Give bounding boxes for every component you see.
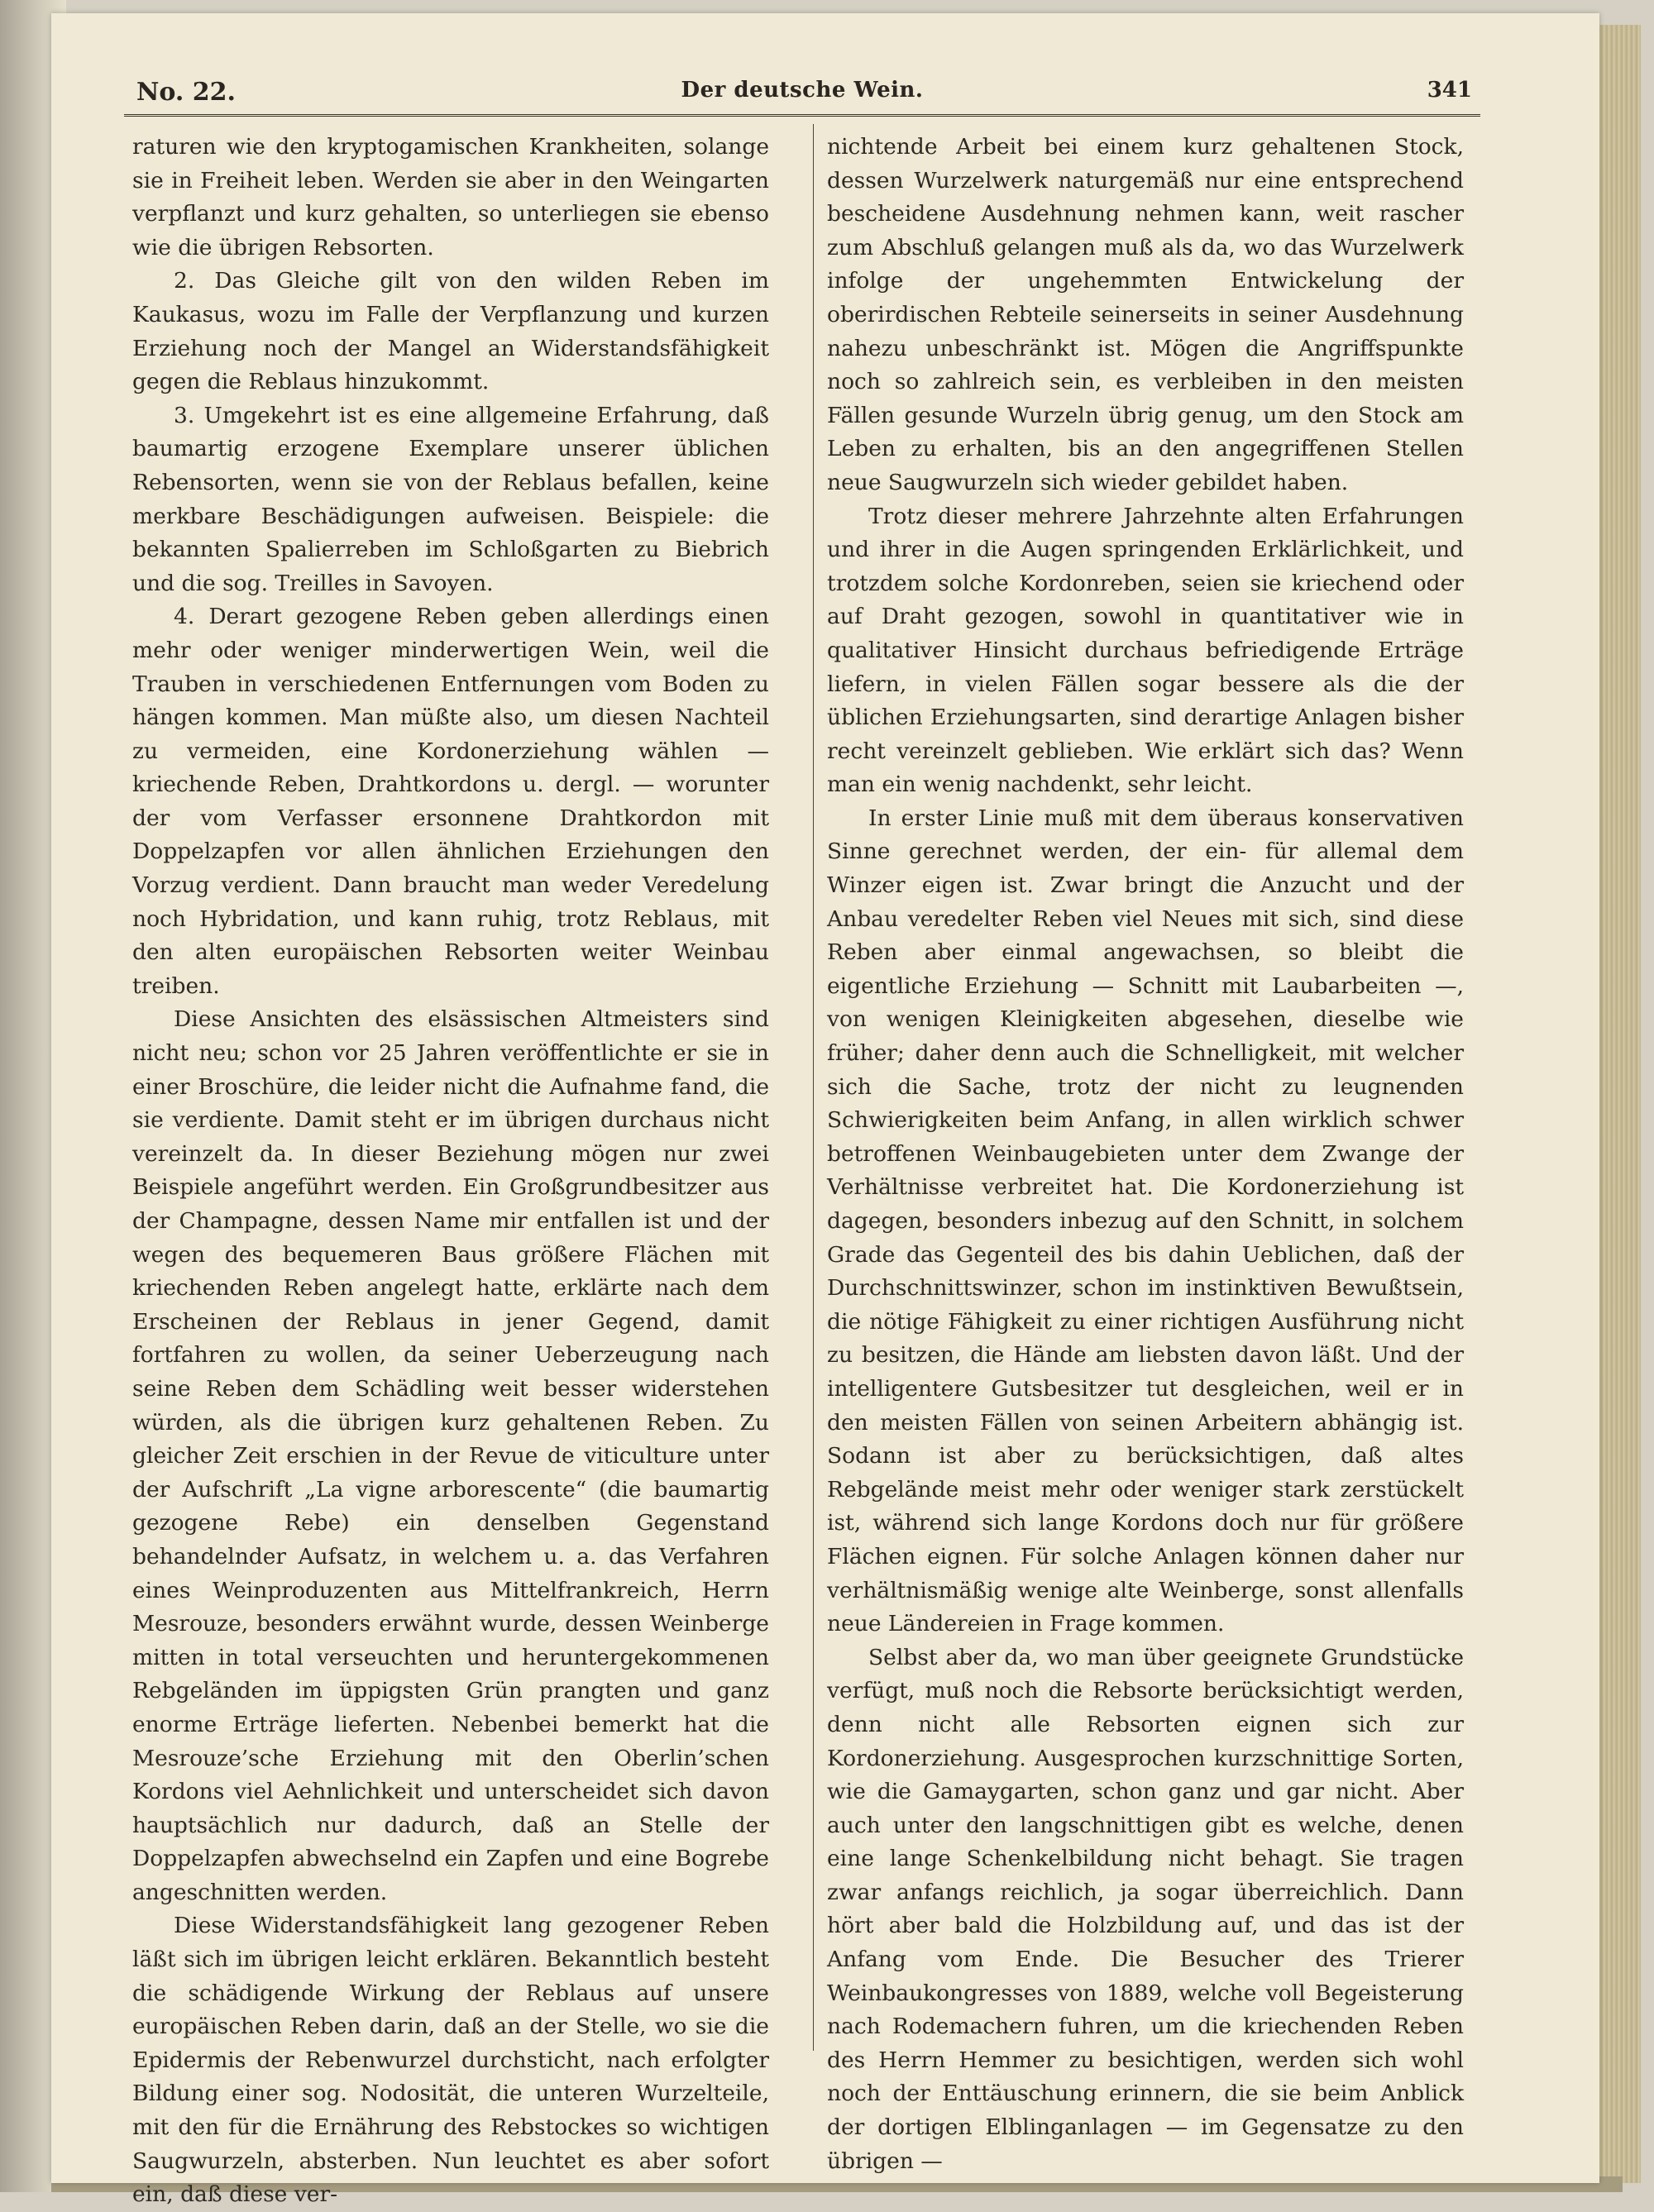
paragraph: Diese Ansichten des elsässischen Altmeisters sind nicht neu; schon vor 25 Jahren veröffentlichte er sie in einer Broschüre, die leider nicht die Aufnahme fand, die sie verdiente. Damit steht er im übrigen durchaus nicht vereinzelt da. In dieser Beziehung mögen nur zwei Beispiele angeführt werden. Ein Großgrundbesitzer aus der Champagne, dessen Name mir entfallen ist und der wegen des bequemeren Baus größere Flächen mit kriechenden Reben angelegt hatte, erklärte nach dem Erscheinen der Reblaus in jener Gegend, damit fortfahren zu wollen, da seiner Ueberzeugung nach seine Reben dem Schädling weit besser widerstehen würden, als die übrigen kurz gehaltenen Reben. Zu gleicher Zeit erschien in der Revue de viticulture unter der Aufschrift „La vigne arborescente“ (die baumartig gezogene Rebe) ein denselben Gegenstand behandelnder Aufsatz, in welchem u. a. das Verfahren eines Weinproduzenten aus Mittelfrankreich, Herrn Mesrouze, besonders erwähnt wurde, dessen Weinberge mitten in total verseuchten und heruntergekommenen Rebgeländen im üppigsten Grün prangten und ganz enorme Erträge lieferten. Nebenbei bemerkt hat die Mesrouze’sche Erziehung mit den Oberlin’schen Kordons viel Aehnlichkeit und unterscheidet sich davon hauptsächlich nur dadurch, daß an Stelle der Doppelzapfen abwechselnd ein Zapfen und eine Bogrebe angeschnitten werden. — [132, 1006, 769, 1905]
left-column — [132, 131, 769, 2212]
paragraph: 3. Umgekehrt ist es eine allgemeine Erfahrung, daß baumartig erzogene Exemplare unserer üblichen Rebensorten, wenn sie von der Reblaus befallen, keine merkbare Beschädigungen aufweisen. Beispiele: die bekannten Spalierreben im Schloßgarten zu Biebrich und die sog. Treilles in Savoyen. — [132, 402, 769, 596]
paragraph: raturen wie den kryptogamischen Krankheiten, solange sie in Freiheit leben. Werden sie aber in den Weingarten verpflanzt und kurz gehalten, so unterliegen sie ebenso wie die übrigen Rebsorten. — [132, 134, 769, 260]
paragraph: 4. Derart gezogene Reben geben allerdings einen mehr oder weniger minderwertigen Wein, weil die Trauben in verschiedenen Entfernungen vom Boden zu hängen kommen. Man müßte also, um diesen Nachteil zu vermeiden, eine Kordonerziehung wählen — kriechende Reben, Drahtkordons u. dergl. — worunter der vom Verfasser ersonnene Drahtkordon mit Doppelzapfen vor allen ähnlichen Erziehungen den Vorzug verdient. Dann braucht man weder Veredelung noch Hybridation, und kann ruhig, trotz Reblaus, mit den alten europäischen Rebsorten weiter Weinbau treiben. — [132, 604, 769, 999]
page-number: 341 — [1427, 78, 1472, 103]
paragraph: Diese Widerstandsfähigkeit lang gezogener Reben läßt sich im übrigen leicht erklären. Bekanntlich besteht die schädigende Wirkung der Reblaus auf unsere europäischen Reben darin, daß an der Stelle, wo sie die Epidermis der Rebenwurzel durchsticht, nach erfolgter Bildung einer sog. Nodosität, die unteren Wurzelteile, mit den für die Ernährung des Rebstockes so wichtigen Saugwurzeln, absterben. Nun leuchtet es aber sofort ein, daß diese ver- — [132, 1913, 769, 2208]
paragraph: Trotz dieser mehrere Jahrzehnte alten Erfahrungen und ihrer in die Augen springenden Erklärlichkeit, und trotzdem solche Kordonreben, seien sie kriechend oder auf Draht gezogen, sowohl in quantitativer wie in qualitativer Hinsicht durchaus befriedigende Erträge liefern, in vielen Fällen sogar bessere als die der üblichen Erziehungsarten, sind derartige Anlagen bisher recht vereinzelt geblieben. Wie erklärt sich das? Wenn man ein wenig nachdenkt, sehr leicht. — [827, 503, 1464, 798]
paragraph: 2. Das Gleiche gilt von den wilden Reben im Kaukasus, wozu im Falle der Verpflanzung und kurzen Erziehung noch der Mangel an Widerstandsfähigkeit gegen die Reblaus hinzukommt. — [132, 268, 769, 395]
right-column — [827, 131, 1464, 2178]
journal-title: Der deutsche Wein. — [681, 78, 924, 103]
paragraph: Selbst aber da, wo man über geeignete Grundstücke verfügt, muß noch die Rebsorte berücksichtigt werden, denn nicht alle Rebsorten eignen sich zur Kordonerziehung. Ausgesprochen kurzschnittige Sorten, wie die Gamaygarten, schon ganz und gar nicht. Aber auch unter den langschnittigen gibt es welche, denen eine lange Schenkelbildung nicht behagt. Sie tragen zwar anfangs reichlich, ja sogar überreichlich. Dann hört aber bald die Holzbildung auf, und das ist der Anfang vom Ende. Die Besucher des Trierer Weinbaukongresses von 1889, welche voll Begeisterung nach Rodemachern fuhren, um die kriechenden Reben des Herrn Hemmer zu besichtigen, werden sich wohl noch der Enttäuschung erinnern, die sie beim Anblick der dortigen Elblinganlagen — im Gegensatze zu den übrigen — — [827, 1644, 1464, 2174]
header-rule — [124, 114, 1480, 117]
paragraph: nichtende Arbeit bei einem kurz gehaltenen Stock, dessen Wurzelwerk naturgemäß nur eine entsprechend bescheidene Ausdehnung nehmen kann, weit rascher zum Abschluß gelangen muß als da, wo das Wurzelwerk infolge der ungehemmten Entwickelung der oberirdischen Rebteile seinerseits in seiner Ausdehnung nahezu unbeschränkt ist. Mögen die Angriffspunkte noch so zahlreich sein, es verbleiben in den meisten Fällen gesunde Wurzeln übrig genug, um den Stock am Leben zu erhalten, bis an den angegriffenen Stellen neue Saugwurzeln sich wieder gebildet haben. — [827, 134, 1464, 495]
column-divider — [813, 124, 814, 2051]
issue-number: No. 22. — [136, 78, 236, 107]
paragraph: In erster Linie muß mit dem überaus konservativen Sinne gerechnet werden, der ein- für allemal dem Winzer eigen ist. Zwar bringt die Anzucht und der Anbau veredelter Reben viel Neues mit sich, sind diese Reben aber einmal angewachsen, so bleibt die eigentliche Erziehung — Schnitt mit Laubarbeiten —, von wenigen Kleinigkeiten abgesehen, dieselbe wie früher; daher denn auch die Schnelligkeit, mit welcher sich die Sache, trotz der nicht zu leugnenden Schwierigkeiten beim Anfang, in allen wirklich schwer betroffenen Weinbaugebieten unter dem Zwange der Verhältnisse verbreitet hat. Die Kordonerziehung ist dagegen, besonders inbezug auf den Schnitt, in solchem Grade das Gegenteil des bis dahin Ueblichen, daß der Durchschnittswinzer, schon im instinktiven Bewußtsein, die nötige Fähigkeit zu einer richtigen Ausführung nicht zu besitzen, die Hände am liebsten davon läßt. Und der intelligentere Gutsbesitzer tut desgleichen, weil er in den meisten Fällen von seinen Arbeitern abhängig ist. Sodann ist aber zu berücksichtigen, daß altes Rebgelände meist mehr oder weniger stark zerstückelt ist, während sich lange Kordons doch nur für größere Flächen eignen. Für solche Anlagen können daher nur verhältnismäßig wenige alte Weinberge, sonst allenfalls neue Ländereien in Frage kommen. — [827, 805, 1464, 1637]
page-edge — [1599, 25, 1641, 2183]
running-header — [124, 66, 1480, 116]
